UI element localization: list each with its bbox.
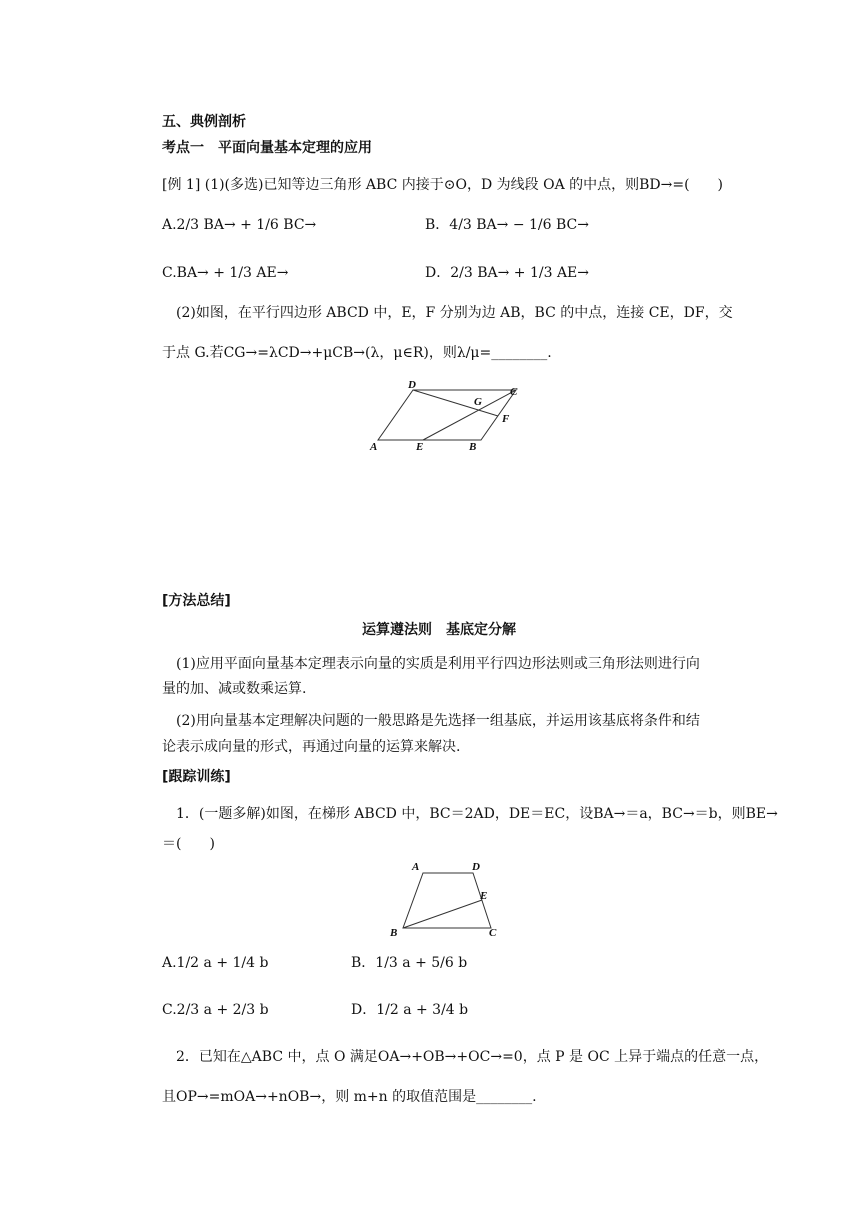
label-b: B	[469, 441, 477, 453]
label-d: D	[408, 380, 416, 391]
training-option-d: D．1/2 a + 3/4 b	[351, 1002, 469, 1018]
label-e: E	[416, 441, 424, 453]
label-e: E	[480, 890, 488, 902]
method-title: [方法总结]	[162, 593, 231, 609]
method-subtitle: 运算遵法则 基底定分解	[362, 622, 516, 638]
training-option-b: B．1/3 a + 5/6 b	[351, 955, 468, 971]
section-heading: 五、典例剖析	[162, 114, 246, 130]
training-q2-line2: 且OP→=mOA→+nOB→，则 m+n 的取值范围是________.	[162, 1089, 537, 1105]
training-option-c: C.2/3 a + 2/3 b	[162, 1002, 269, 1018]
label-c: C	[489, 927, 497, 939]
trapezoid-figure	[388, 858, 503, 940]
example1-question2-line2: 于点 G.若CG→=λCD→+μCB→(λ，μ∈R)，则λ/μ=________.	[162, 345, 552, 361]
label-f: F	[502, 413, 510, 425]
label-g: G	[474, 396, 482, 408]
method-p2-line1: (2)用向量基本定理解决问题的一般思路是先选择一组基底，并运用该基底将条件和结	[176, 713, 700, 729]
label-a: A	[370, 441, 378, 453]
training-option-a: A.1/2 a + 1/4 b	[162, 955, 269, 971]
label-a: A	[412, 861, 420, 873]
label-c: C	[510, 386, 518, 398]
parallelogram-figure	[368, 380, 528, 455]
label-d: D	[472, 861, 480, 873]
example1-option-c: C.BA→ + 1/3 AE→	[162, 265, 289, 281]
example1-option-b: B．4/3 BA→ − 1/6 BC→	[425, 217, 590, 233]
example1-option-d: D．2/3 BA→ + 1/3 AE→	[425, 265, 590, 281]
label-b: B	[390, 927, 398, 939]
topic-heading: 考点一 平面向量基本定理的应用	[162, 140, 372, 156]
method-p2-line2: 论表示成向量的形式，再通过向量的运算来解决.	[162, 739, 461, 755]
training-title: [跟踪训练]	[162, 769, 231, 785]
training-q2-line1: 2．已知在△ABC 中，点 O 满足OA→+OB→+OC→=0，点 P 是 OC 上异于端点的任意一点，	[176, 1049, 769, 1065]
training-q1-line1: 1．(一题多解)如图，在梯形 ABCD 中，BC＝2AD，DE＝EC，设BA→＝a，BC→＝b，则BE→	[176, 806, 778, 822]
example1-question2-line1: (2)如图，在平行四边形 ABCD 中，E，F 分别为边 AB，BC 的中点，连接 CE，DF，交	[176, 305, 733, 321]
method-p1-line2: 量的加、减或数乘运算.	[162, 681, 307, 697]
method-p1-line1: (1)应用平面向量基本定理表示向量的实质是利用平行四边形法则或三角形法则进行向	[176, 656, 700, 672]
example1-option-a: A.2/3 BA→ + 1/6 BC→	[162, 217, 317, 233]
training-q1-line2: ＝( )	[162, 836, 215, 852]
example1-question1: [例 1] (1)(多选)已知等边三角形 ABC 内接于⊙O，D 为线段 OA 的中点，则BD→=( )	[162, 177, 724, 193]
